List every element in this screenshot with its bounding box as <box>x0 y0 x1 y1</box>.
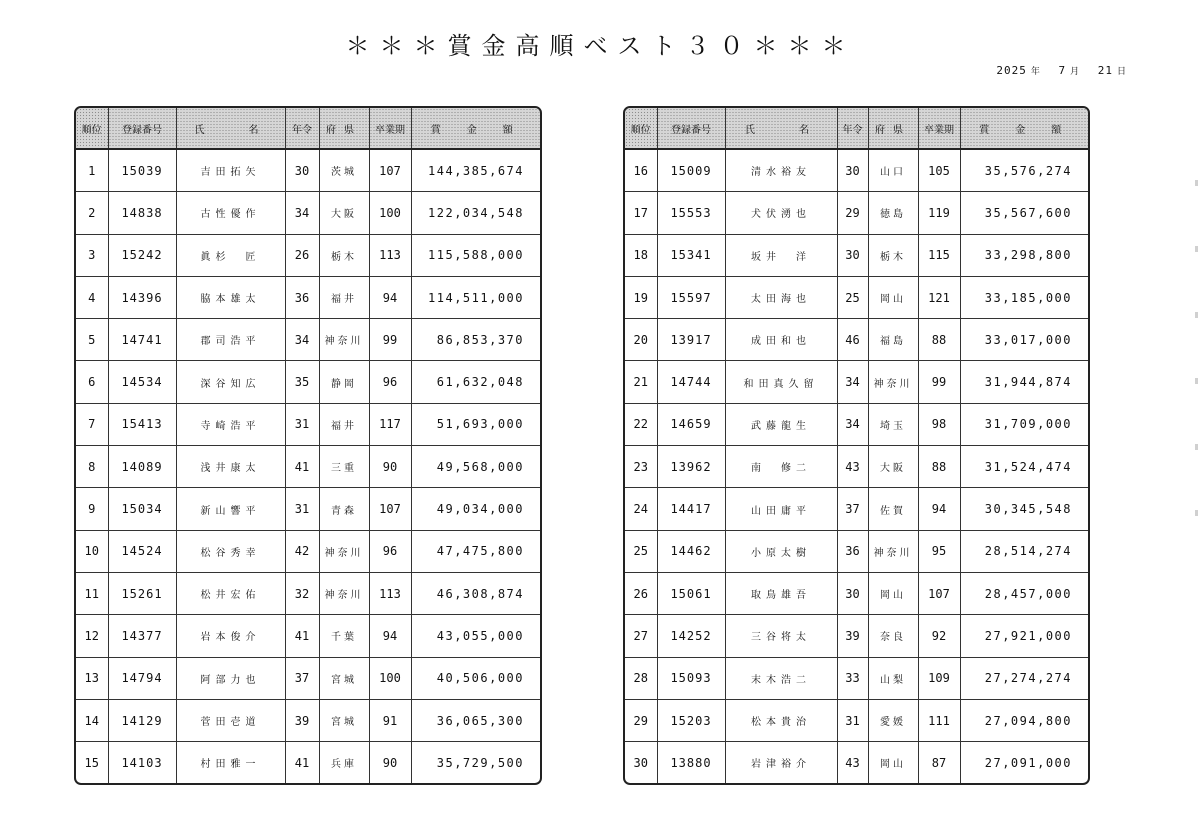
name-cell: 村田雅一 <box>176 742 285 784</box>
age-cell: 43 <box>837 742 868 784</box>
rank-cell: 26 <box>625 572 657 614</box>
scan-mark <box>1195 180 1198 186</box>
table-row <box>625 319 1088 361</box>
name-cell: 武藤龍生 <box>725 403 837 445</box>
graduation-cell: 88 <box>918 446 960 488</box>
scan-mark <box>1195 510 1198 516</box>
age-cell: 46 <box>837 319 868 361</box>
prefecture-cell: 兵庫 <box>319 742 369 784</box>
rank-cell: 24 <box>625 488 657 530</box>
prefecture-cell: 福井 <box>319 403 369 445</box>
prize-cell: 49,034,000 <box>411 488 540 530</box>
graduation-cell: 98 <box>918 403 960 445</box>
age-cell: 35 <box>285 361 319 403</box>
name-cell: 松谷秀幸 <box>176 530 285 572</box>
table-row <box>625 742 1088 784</box>
graduation-cell: 107 <box>918 572 960 614</box>
prefecture-cell: 大阪 <box>868 446 918 488</box>
col-header-rank: 順位 <box>625 108 657 149</box>
prefecture-cell: 青森 <box>319 488 369 530</box>
date-year-unit: 年 <box>1030 67 1041 77</box>
name-cell: 三谷将太 <box>725 615 837 657</box>
table-row <box>76 276 540 318</box>
rank-cell: 9 <box>76 488 108 530</box>
rank-cell: 14 <box>76 699 108 741</box>
prize-cell: 46,308,874 <box>411 572 540 614</box>
reg-no-cell: 15413 <box>108 403 176 445</box>
graduation-cell: 96 <box>369 361 411 403</box>
prefecture-cell: 神奈川 <box>319 530 369 572</box>
table-header-row <box>76 108 540 149</box>
prefecture-cell: 栃木 <box>319 234 369 276</box>
table-header-row <box>625 108 1088 149</box>
prefecture-cell: 三重 <box>319 446 369 488</box>
prefecture-cell: 宮城 <box>319 657 369 699</box>
prefecture-cell: 福島 <box>868 319 918 361</box>
graduation-cell: 113 <box>369 234 411 276</box>
prize-cell: 51,693,000 <box>411 403 540 445</box>
reg-no-cell: 13962 <box>657 446 725 488</box>
prefecture-cell: 静岡 <box>319 361 369 403</box>
age-cell: 31 <box>285 488 319 530</box>
prize-cell: 86,853,370 <box>411 319 540 361</box>
col-header-reg-no: 登録番号 <box>657 108 725 149</box>
col-header-age: 年令 <box>837 108 868 149</box>
name-cell: 末木浩二 <box>725 657 837 699</box>
graduation-cell: 107 <box>369 488 411 530</box>
reg-no-cell: 14659 <box>657 403 725 445</box>
prize-cell: 35,729,500 <box>436 755 524 770</box>
prefecture-cell: 岡山 <box>868 742 918 784</box>
age-cell: 34 <box>837 403 868 445</box>
prefecture-cell: 岡山 <box>868 276 918 318</box>
date-month-unit: 月 <box>1070 67 1081 77</box>
name-cell: 郡司浩平 <box>176 319 285 361</box>
table-row <box>76 615 540 657</box>
graduation-cell: 88 <box>918 319 960 361</box>
col-header-name: 氏 名 <box>725 108 837 149</box>
age-cell: 34 <box>837 361 868 403</box>
age-cell: 30 <box>837 234 868 276</box>
rank-cell: 2 <box>76 192 108 234</box>
rank-cell: 28 <box>625 657 657 699</box>
graduation-cell: 105 <box>918 149 960 192</box>
date-day-unit: 日 <box>1116 67 1127 77</box>
scan-mark <box>1195 378 1198 384</box>
age-cell: 33 <box>837 657 868 699</box>
table-row <box>76 742 540 784</box>
age-cell: 42 <box>285 530 319 572</box>
graduation-cell: 92 <box>918 615 960 657</box>
prefecture-cell: 福井 <box>319 276 369 318</box>
name-cell: 取鳥雄吾 <box>725 572 837 614</box>
table-row <box>625 234 1088 276</box>
name-cell: 南 修二 <box>725 446 837 488</box>
prefecture-cell: 山口 <box>868 149 918 192</box>
name-cell: 和田真久留 <box>725 361 837 403</box>
ranking-table <box>625 108 1088 783</box>
name-cell: 小原太樹 <box>725 530 837 572</box>
ranking-table <box>76 108 540 783</box>
age-cell: 34 <box>285 192 319 234</box>
prize-cell: 27,274,274 <box>960 657 1088 699</box>
prize-cell: 31,709,000 <box>960 403 1088 445</box>
name-cell: 坂井 洋 <box>725 234 837 276</box>
name-cell: 菅田壱道 <box>176 699 285 741</box>
name-cell: 寺崎浩平 <box>176 403 285 445</box>
prefecture-cell: 佐賀 <box>868 488 918 530</box>
prize-cell: 47,475,800 <box>411 530 540 572</box>
reg-no-cell: 14534 <box>108 361 176 403</box>
graduation-cell: 100 <box>369 657 411 699</box>
prefecture-cell: 埼玉 <box>868 403 918 445</box>
rank-cell: 7 <box>76 403 108 445</box>
graduation-cell: 95 <box>918 530 960 572</box>
col-header-prize: 賞 金 額 <box>960 108 1088 149</box>
rank-cell: 27 <box>625 615 657 657</box>
rank-cell: 23 <box>625 446 657 488</box>
prize-cell: 33,298,800 <box>960 234 1088 276</box>
reg-no-cell: 14794 <box>108 657 176 699</box>
name-cell: 吉田拓矢 <box>176 149 285 192</box>
rank-cell: 5 <box>76 319 108 361</box>
prefecture-cell: 山梨 <box>868 657 918 699</box>
table-row <box>625 572 1088 614</box>
graduation-cell: 99 <box>369 319 411 361</box>
prize-cell: 49,568,000 <box>411 446 540 488</box>
name-cell: 山田庸平 <box>725 488 837 530</box>
age-cell: 41 <box>285 615 319 657</box>
name-cell: 脇本雄太 <box>176 276 285 318</box>
rank-cell: 30 <box>625 742 657 784</box>
table-row <box>76 192 540 234</box>
prize-cell: 36,065,300 <box>411 699 540 741</box>
graduation-cell: 117 <box>369 403 411 445</box>
prefecture-cell: 奈良 <box>868 615 918 657</box>
reg-no-cell: 13917 <box>657 319 725 361</box>
name-cell: 浅井康太 <box>176 446 285 488</box>
age-cell: 30 <box>285 149 319 192</box>
col-header-prefecture: 府県 <box>319 108 369 149</box>
reg-no-cell: 14524 <box>108 530 176 572</box>
scan-mark <box>1195 246 1198 252</box>
name-cell: 阿部力也 <box>176 657 285 699</box>
prefecture-cell: 大阪 <box>319 192 369 234</box>
prefecture-cell: 栃木 <box>868 234 918 276</box>
reg-no-cell: 14462 <box>657 530 725 572</box>
table-row <box>76 319 540 361</box>
rank-cell: 11 <box>76 572 108 614</box>
reg-no-cell: 14396 <box>108 276 176 318</box>
name-cell: 新山響平 <box>176 488 285 530</box>
rank-cell: 16 <box>625 149 657 192</box>
rank-cell: 15 <box>76 742 108 784</box>
age-cell: 41 <box>285 446 319 488</box>
rank-cell: 21 <box>625 361 657 403</box>
table-row <box>625 446 1088 488</box>
graduation-cell: 90 <box>369 742 411 784</box>
name-cell: 古性優作 <box>176 192 285 234</box>
reg-no-cell: 15242 <box>108 234 176 276</box>
graduation-cell: 96 <box>369 530 411 572</box>
rank-cell: 10 <box>76 530 108 572</box>
graduation-cell: 109 <box>918 657 960 699</box>
reg-no-cell: 14741 <box>108 319 176 361</box>
age-cell: 36 <box>837 530 868 572</box>
table-row <box>76 403 540 445</box>
col-header-graduation: 卒業期 <box>369 108 411 149</box>
prize-cell: 27,091,000 <box>984 755 1072 770</box>
age-cell: 37 <box>285 657 319 699</box>
graduation-cell: 94 <box>369 276 411 318</box>
name-cell: 深谷知広 <box>176 361 285 403</box>
reg-no-cell: 14089 <box>108 446 176 488</box>
prefecture-cell: 神奈川 <box>868 530 918 572</box>
table-row <box>625 149 1088 192</box>
graduation-cell: 90 <box>369 446 411 488</box>
rank-cell: 20 <box>625 319 657 361</box>
age-cell: 39 <box>837 615 868 657</box>
age-cell: 37 <box>837 488 868 530</box>
name-cell: 岩本俊介 <box>176 615 285 657</box>
table-row <box>625 403 1088 445</box>
table-row <box>625 192 1088 234</box>
reg-no-cell: 14103 <box>108 742 176 784</box>
table-row <box>625 699 1088 741</box>
reg-no-cell: 15597 <box>657 276 725 318</box>
rank-cell: 3 <box>76 234 108 276</box>
prefecture-cell: 神奈川 <box>868 361 918 403</box>
name-cell: 松井宏佑 <box>176 572 285 614</box>
reg-no-cell: 14417 <box>657 488 725 530</box>
rank-cell: 12 <box>76 615 108 657</box>
table-row <box>76 446 540 488</box>
graduation-cell: 111 <box>918 699 960 741</box>
prize-cell: 30,345,548 <box>960 488 1088 530</box>
prefecture-cell: 茨城 <box>319 149 369 192</box>
graduation-cell: 87 <box>918 742 960 784</box>
prize-cell: 61,632,048 <box>411 361 540 403</box>
col-header-prize: 賞 金 額 <box>411 108 540 149</box>
table-row <box>76 657 540 699</box>
name-cell: 松本貴治 <box>725 699 837 741</box>
name-cell: 眞杉 匠 <box>176 234 285 276</box>
graduation-cell: 107 <box>369 149 411 192</box>
reg-no-cell: 15261 <box>108 572 176 614</box>
prize-cell: 35,567,600 <box>960 192 1088 234</box>
prize-cell: 28,457,000 <box>960 572 1088 614</box>
prefecture-cell: 神奈川 <box>319 319 369 361</box>
age-cell: 43 <box>837 446 868 488</box>
prefecture-cell: 愛媛 <box>868 699 918 741</box>
reg-no-cell: 15034 <box>108 488 176 530</box>
graduation-cell: 113 <box>369 572 411 614</box>
scan-mark <box>1195 312 1198 318</box>
reg-no-cell: 14129 <box>108 699 176 741</box>
table-row <box>76 488 540 530</box>
scan-mark <box>1195 444 1198 450</box>
rank-cell: 25 <box>625 530 657 572</box>
reg-no-cell: 14252 <box>657 615 725 657</box>
prize-cell: 33,017,000 <box>960 319 1088 361</box>
graduation-cell: 99 <box>918 361 960 403</box>
graduation-cell: 119 <box>918 192 960 234</box>
age-cell: 34 <box>285 319 319 361</box>
rank-cell: 6 <box>76 361 108 403</box>
prize-cell: 27,094,800 <box>960 699 1088 741</box>
rank-cell: 8 <box>76 446 108 488</box>
page-title: ＊＊＊賞金高順ベスト３０＊＊＊ <box>345 32 856 60</box>
name-cell: 犬伏湧也 <box>725 192 837 234</box>
rank-cell: 29 <box>625 699 657 741</box>
name-cell: 成田和也 <box>725 319 837 361</box>
reg-no-cell: 14744 <box>657 361 725 403</box>
age-cell: 31 <box>285 403 319 445</box>
table-row <box>625 276 1088 318</box>
table-row <box>76 530 540 572</box>
prize-cell: 31,944,874 <box>960 361 1088 403</box>
graduation-cell: 100 <box>369 192 411 234</box>
table-row <box>76 234 540 276</box>
reg-no-cell: 14377 <box>108 615 176 657</box>
table-row <box>625 488 1088 530</box>
table-row <box>76 572 540 614</box>
age-cell: 41 <box>285 742 319 784</box>
table-row <box>625 657 1088 699</box>
age-cell: 25 <box>837 276 868 318</box>
name-cell: 太田海也 <box>725 276 837 318</box>
prize-cell: 144,385,674 <box>411 149 540 192</box>
reg-no-cell: 15009 <box>657 149 725 192</box>
prize-cell: 33,185,000 <box>960 276 1088 318</box>
prize-cell: 40,506,000 <box>411 657 540 699</box>
col-header-rank: 順位 <box>76 108 108 149</box>
rank-cell: 19 <box>625 276 657 318</box>
reg-no-cell: 15093 <box>657 657 725 699</box>
age-cell: 30 <box>837 149 868 192</box>
reg-no-cell: 14838 <box>108 192 176 234</box>
prize-cell: 35,576,274 <box>960 149 1088 192</box>
reg-no-cell: 15203 <box>657 699 725 741</box>
table-row <box>625 530 1088 572</box>
rank-cell: 22 <box>625 403 657 445</box>
rank-cell: 17 <box>625 192 657 234</box>
graduation-cell: 121 <box>918 276 960 318</box>
prize-cell: 31,524,474 <box>960 446 1088 488</box>
reg-no-cell: 15553 <box>657 192 725 234</box>
prize-cell: 43,055,000 <box>411 615 540 657</box>
prize-cell: 28,514,274 <box>960 530 1088 572</box>
prize-cell: 122,034,548 <box>411 192 540 234</box>
prefecture-cell: 宮城 <box>319 699 369 741</box>
prize-cell: 115,588,000 <box>411 234 540 276</box>
prefecture-cell: 神奈川 <box>319 572 369 614</box>
graduation-cell: 94 <box>918 488 960 530</box>
date-day: 21 <box>1097 64 1113 77</box>
age-cell: 30 <box>837 572 868 614</box>
age-cell: 29 <box>837 192 868 234</box>
ranking-table-right <box>623 106 1090 785</box>
report-date <box>996 64 1137 77</box>
reg-no-cell: 15341 <box>657 234 725 276</box>
col-header-age: 年令 <box>285 108 319 149</box>
age-cell: 39 <box>285 699 319 741</box>
graduation-cell: 94 <box>369 615 411 657</box>
table-row <box>76 699 540 741</box>
prefecture-cell: 千葉 <box>319 615 369 657</box>
rank-cell: 13 <box>76 657 108 699</box>
rank-cell: 4 <box>76 276 108 318</box>
col-header-graduation: 卒業期 <box>918 108 960 149</box>
reg-no-cell: 13880 <box>657 742 725 784</box>
graduation-cell: 91 <box>369 699 411 741</box>
scan-edge-marks <box>1195 180 1199 576</box>
ranking-table-left <box>74 106 542 785</box>
col-header-prefecture: 府県 <box>868 108 918 149</box>
reg-no-cell: 15039 <box>108 149 176 192</box>
age-cell: 32 <box>285 572 319 614</box>
age-cell: 36 <box>285 276 319 318</box>
name-cell: 岩津裕介 <box>725 742 837 784</box>
age-cell: 31 <box>837 699 868 741</box>
col-header-name: 氏 名 <box>176 108 285 149</box>
table-row <box>625 615 1088 657</box>
table-row <box>625 361 1088 403</box>
graduation-cell: 115 <box>918 234 960 276</box>
prize-cell: 114,511,000 <box>411 276 540 318</box>
col-header-reg-no: 登録番号 <box>108 108 176 149</box>
rank-cell: 1 <box>76 149 108 192</box>
date-year: 2025 <box>996 64 1027 77</box>
table-row <box>76 361 540 403</box>
prize-cell: 27,921,000 <box>960 615 1088 657</box>
table-row <box>76 149 540 192</box>
prefecture-cell: 徳島 <box>868 192 918 234</box>
reg-no-cell: 15061 <box>657 572 725 614</box>
age-cell: 26 <box>285 234 319 276</box>
name-cell: 清水裕友 <box>725 149 837 192</box>
prefecture-cell: 岡山 <box>868 572 918 614</box>
rank-cell: 18 <box>625 234 657 276</box>
date-month: 7 <box>1058 64 1067 77</box>
